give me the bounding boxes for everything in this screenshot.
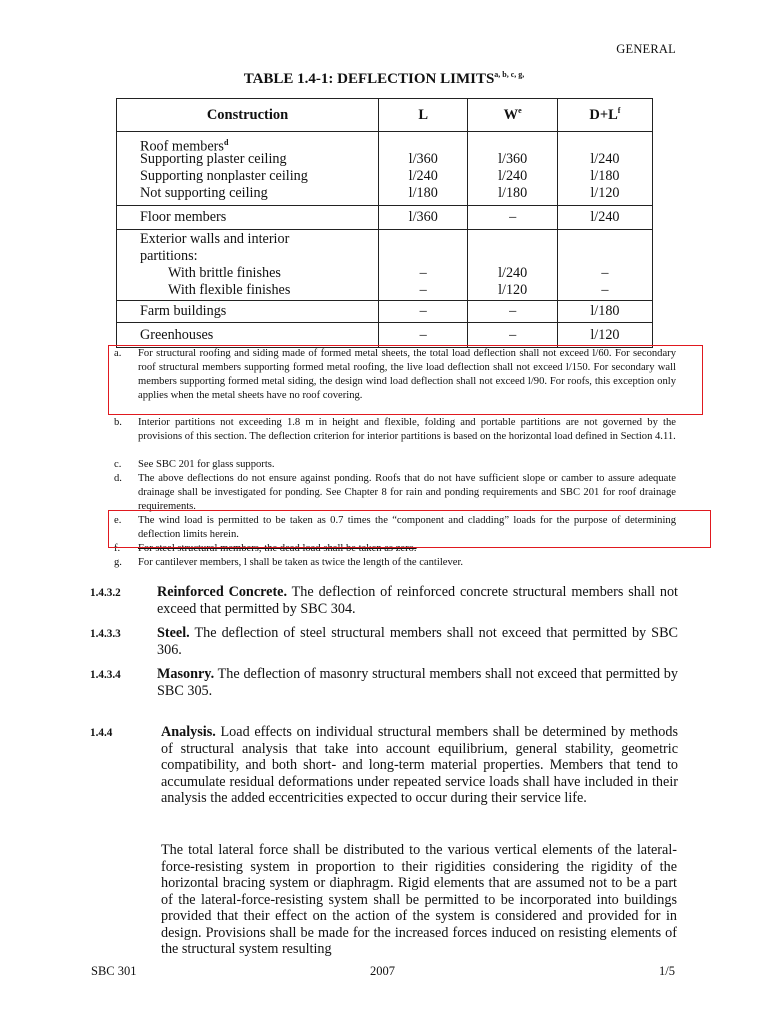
walls-row-label: With flexible finishes [168, 282, 291, 298]
table-row-greenhouses [117, 323, 653, 348]
cell-value: – [601, 265, 609, 281]
cell-value: l/360 [498, 151, 528, 167]
footnote-a: a. For structural roofing and siding made of formed metal sheets, the total load deflection shall not exceed l/60. For secondary roof structural members supporting formed metal roofing, the live load deflection shall not exceed l/150. For secondary wall members supporting formed metal siding, the design wind load deflection shall not exceed l/90. For roofs, this exception only applies when the metal sheets have no roof covering. [114, 348, 676, 401]
walls-dl-values [557, 230, 652, 301]
table-title-footnote-refs: a, b, c, g, [494, 70, 525, 79]
col-dl: $D+L^f$ [557, 99, 652, 132]
cell-value: l/360 [379, 206, 468, 230]
footnote-g: g. For cantilever members, l shall be taken as twice the length of the cantilever. [114, 557, 464, 568]
cell-value: l/180 [408, 185, 438, 201]
highlight-box-footnote-e [108, 510, 711, 548]
running-header: GENERAL [616, 42, 676, 56]
section-number: 1.4.3.3 [90, 628, 121, 640]
walls-heading: Exterior walls and interior [140, 231, 290, 247]
cell-value: l/240 [498, 168, 528, 184]
cell-value: l/180 [557, 301, 652, 323]
table-title [0, 70, 768, 88]
farm-label: Farm buildings [117, 301, 379, 323]
footnote-e: e. The wind load is permitted to be taken as 0.7 times the “component and cladding” loads for the purpose of determining deflection limits herein. [114, 515, 676, 540]
section-number: 1.4.3.4 [90, 669, 121, 681]
section-title: Masonry. [157, 666, 215, 682]
section-1-4-3-2: 1.4.3.2 Reinforced Concrete. The deflection of reinforced concrete structural members shall not exceed that permitted by SBC 304. [90, 584, 678, 617]
cell-value: l/120 [590, 185, 620, 201]
roof-dl-values [557, 132, 652, 206]
cell-value: – [419, 265, 427, 281]
section-1-4-4: 1.4.4 Analysis. Load effects on individual structural members shall be determined by methods of structural analysis that take into account equilibrium, general stability, geometric compatibility, and both short- and long-term material properties. Members that tend to accumulate residual deformations under repeated service loads shall have included in their analysis the added eccentricities expected to occur during their service life. [90, 724, 678, 806]
footnote-f: f. For steel structural members, the dead load shall be taken as zero. [114, 543, 417, 554]
roof-labels: Roof members$^d$ Supporting plaster ceiling Supporting nonplaster ceiling Not supporting ceiling [117, 132, 379, 206]
col-construction: Construction [117, 99, 379, 132]
footnote-d: d. The above deflections do not ensure against ponding. Roofs that do not have sufficient slope or camber to assure adequate drainage shall be investigated for ponding. See Chapter 8 for rain and ponding requirements and SBC 201 for roof drainage requirements. [114, 473, 676, 512]
walls-heading: partitions: [140, 248, 198, 264]
section-1-4-4-paragraph-2: The total lateral force shall be distributed to the various vertical elements of the lateral-force-resisting system in proportion to their rigidities considering the rigidity of the horizontal bracing system or diaphragm. Rigid elements that are assumed not to be a part of the lateral-force-resisting system shall be permitted to be incorporated into buildings provided that their effect on the action of the system is considered and provided for in design. Provisions shall be made for the increased forces induced on resisting elements of the structural system resulting [161, 842, 677, 957]
cell-value: l/120 [557, 323, 652, 348]
cell-value: – [468, 323, 557, 348]
footnote-b: b. Interior partitions not exceeding 1.8 m in height and flexible, folding and portable partitions are not governed by the provisions of this section. The deflection criterion for interior partitions is based on the horizontal load defined in Section 4.11. [114, 417, 676, 442]
cell-value: – [601, 282, 609, 298]
walls-w-values [468, 230, 557, 301]
cell-value: – [379, 323, 468, 348]
walls-l-values [379, 230, 468, 301]
roof-l-values [379, 132, 468, 206]
deflection-limits-table [116, 98, 653, 348]
col-l: L [379, 99, 468, 132]
section-number: 1.4.3.2 [90, 587, 121, 599]
section-title: Reinforced Concrete. [157, 584, 288, 600]
section-title: Steel. [157, 625, 190, 641]
walls-row-label: With brittle finishes [168, 265, 281, 281]
table-row-walls [117, 230, 653, 301]
cell-value: l/180 [590, 168, 620, 184]
cell-value: – [379, 301, 468, 323]
cell-value: – [468, 206, 557, 230]
section-number: 1.4.4 [90, 727, 113, 739]
floor-label: Floor members [117, 206, 379, 230]
cell-value: l/240 [557, 206, 652, 230]
cell-value: l/240 [498, 265, 528, 281]
footer-page-number: 1/5 [659, 964, 675, 978]
table-title-text: TABLE 1.4-1: DEFLECTION LIMITS [243, 71, 495, 87]
cell-value: l/360 [408, 151, 438, 167]
footer-center: 2007 [370, 964, 395, 978]
cell-value: l/120 [498, 282, 528, 298]
section-title: Analysis. [161, 724, 216, 740]
cell-value: l/240 [408, 168, 438, 184]
footer-left: SBC 301 [91, 964, 137, 978]
col-w: $W^e$ [468, 99, 557, 132]
highlight-box-footnote-a [108, 345, 703, 415]
roof-heading: Roof members [140, 138, 224, 155]
footnote-c: c. See SBC 201 for glass supports. [114, 459, 275, 470]
table-row-farm [117, 301, 653, 323]
table-row-floor [117, 206, 653, 230]
greenhouses-label: Greenhouses [117, 323, 379, 348]
cell-value: – [468, 301, 557, 323]
table-row-roof [117, 132, 653, 206]
section-1-4-3-3: 1.4.3.3 Steel. The deflection of steel structural members shall not exceed that permitted by SBC 306. [90, 625, 678, 658]
roof-row-label: Supporting nonplaster ceiling [140, 168, 308, 184]
roof-row-label: Supporting plaster ceiling [140, 151, 287, 167]
roof-w-values [468, 132, 557, 206]
cell-value: l/240 [590, 151, 620, 167]
cell-value: l/180 [498, 185, 528, 201]
walls-labels [117, 230, 379, 301]
cell-value: – [419, 282, 427, 298]
section-1-4-3-4: 1.4.3.4 Masonry. The deflection of masonry structural members shall not exceed that permitted by SBC 305. [90, 666, 678, 699]
roof-row-label: Not supporting ceiling [140, 185, 268, 201]
table-header-row [117, 99, 653, 132]
